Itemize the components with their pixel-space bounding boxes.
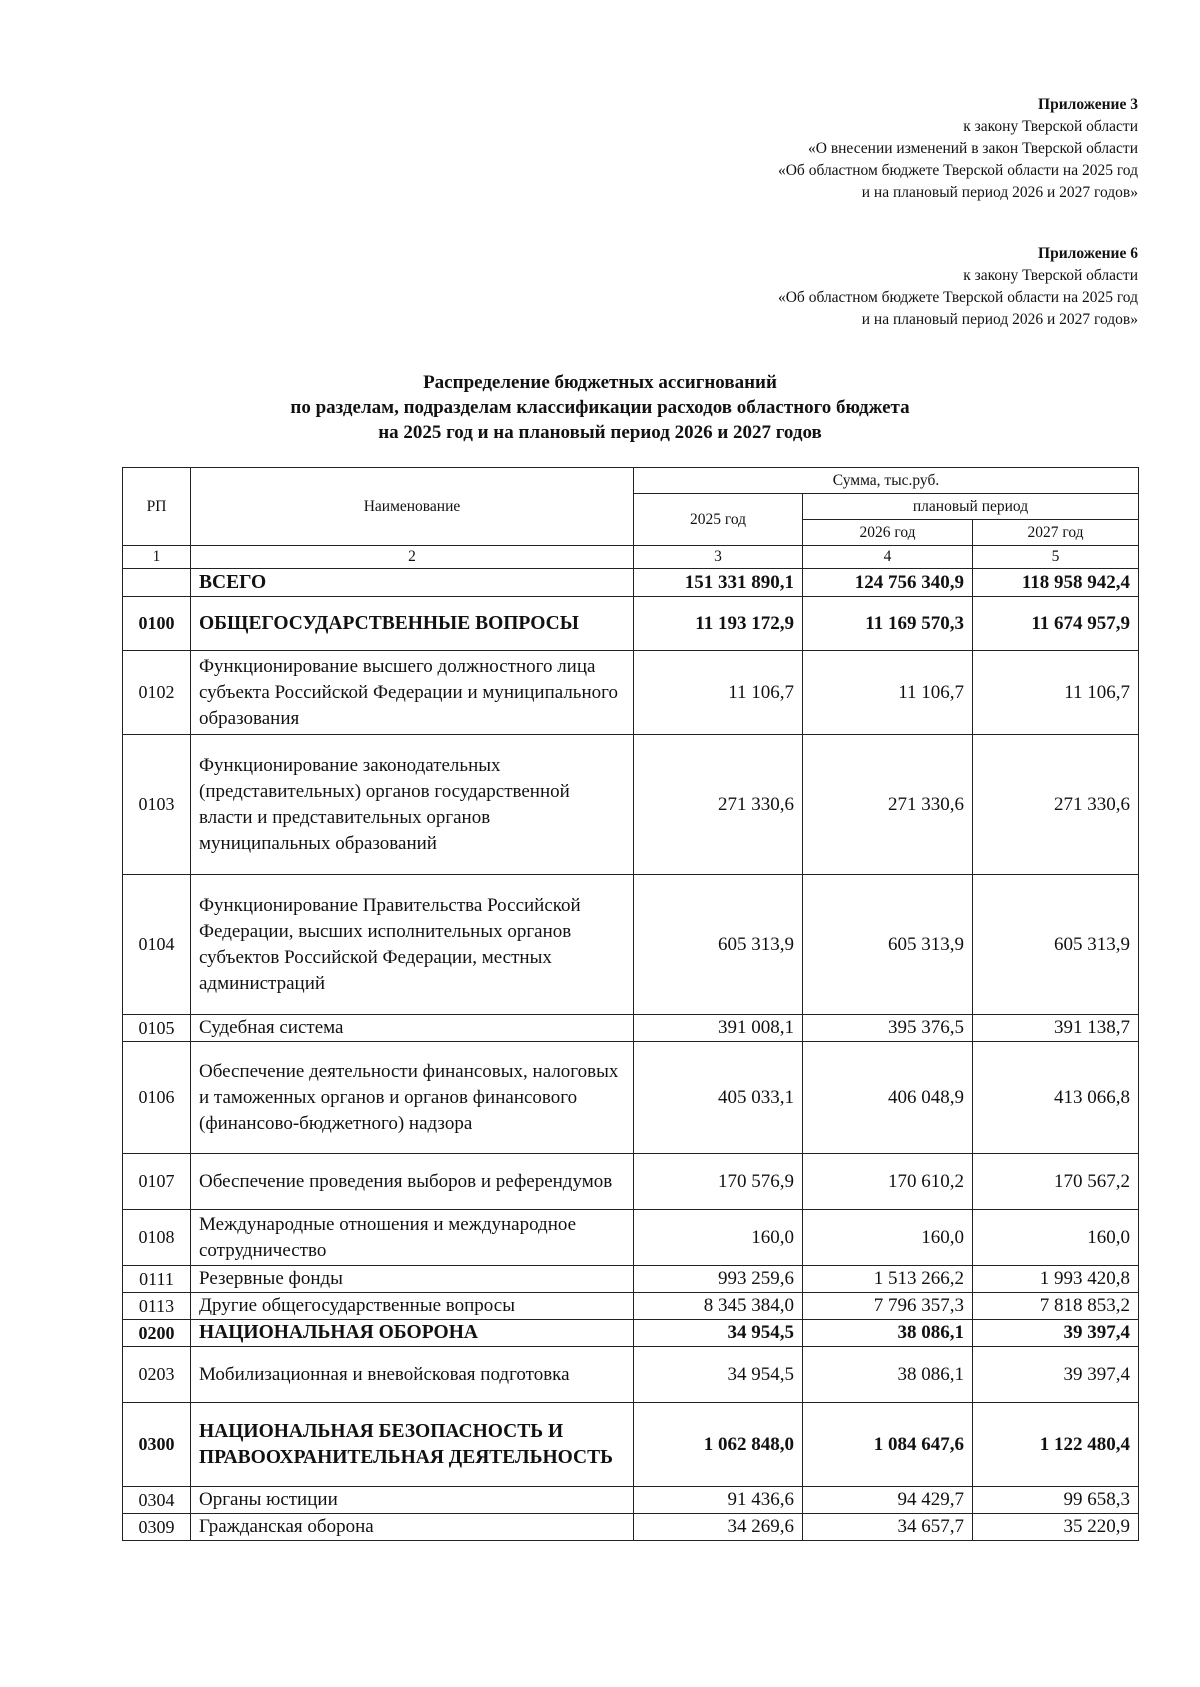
appendix-6-heading: Приложение 6 bbox=[1038, 245, 1138, 262]
row-value-2026: 406 048,9 bbox=[803, 1042, 973, 1154]
row-value-2027: 605 313,9 bbox=[973, 875, 1139, 1015]
row-value-2027: 99 658,3 bbox=[973, 1487, 1139, 1514]
column-number: 2 bbox=[191, 546, 634, 569]
header-sum: Сумма, тыс.руб. bbox=[634, 468, 1139, 494]
row-value-2026: 271 330,6 bbox=[803, 735, 973, 875]
row-value-2026: 1 513 266,2 bbox=[803, 1266, 973, 1293]
row-value-2026: 605 313,9 bbox=[803, 875, 973, 1015]
row-value-2027: 391 138,7 bbox=[973, 1015, 1139, 1042]
table-row bbox=[123, 1154, 1139, 1210]
row-value-2025: 151 331 890,1 bbox=[634, 569, 803, 597]
row-value-2025: 605 313,9 bbox=[634, 875, 803, 1015]
row-name: ОБЩЕГОСУДАРСТВЕННЫЕ ВОПРОСЫ bbox=[191, 597, 634, 651]
row-code: 0203 bbox=[123, 1347, 191, 1403]
header-2025: 2025 год bbox=[634, 494, 803, 546]
row-value-2025: 91 436,6 bbox=[634, 1487, 803, 1514]
row-name: НАЦИОНАЛЬНАЯ БЕЗОПАСНОСТЬ И ПРАВООХРАНИТЕЛЬНАЯ ДЕЯТЕЛЬНОСТЬ bbox=[191, 1403, 634, 1487]
table-row bbox=[123, 597, 1139, 651]
table-row bbox=[123, 1514, 1139, 1541]
header-plan-period: плановый период bbox=[803, 494, 1139, 520]
row-value-2025: 993 259,6 bbox=[634, 1266, 803, 1293]
row-code: 0105 bbox=[123, 1015, 191, 1042]
row-value-2026: 11 169 570,3 bbox=[803, 597, 973, 651]
row-value-2025: 405 033,1 bbox=[634, 1042, 803, 1154]
row-value-2027: 413 066,8 bbox=[973, 1042, 1139, 1154]
row-code: 0100 bbox=[123, 597, 191, 651]
column-numbers-row bbox=[123, 546, 1139, 569]
row-value-2026: 34 657,7 bbox=[803, 1514, 973, 1541]
table-row bbox=[123, 569, 1139, 597]
row-value-2026: 94 429,7 bbox=[803, 1487, 973, 1514]
row-code: 0108 bbox=[123, 1210, 191, 1266]
row-value-2025: 34 269,6 bbox=[634, 1514, 803, 1541]
row-name: Мобилизационная и вневойсковая подготовка bbox=[191, 1347, 634, 1403]
appendix-6-line: «Об областном бюджете Тверской области на 2025 год bbox=[777, 289, 1138, 306]
row-code: 0111 bbox=[123, 1266, 191, 1293]
appendix-6-line: к закону Тверской области bbox=[963, 267, 1138, 284]
row-code: 0304 bbox=[123, 1487, 191, 1514]
row-value-2025: 34 954,5 bbox=[634, 1347, 803, 1403]
row-code: 0300 bbox=[123, 1403, 191, 1487]
row-value-2026: 38 086,1 bbox=[803, 1320, 973, 1347]
title-line: на 2025 год и на плановый период 2026 и 2027 годов bbox=[378, 422, 822, 443]
column-number: 3 bbox=[634, 546, 803, 569]
row-name: Другие общегосударственные вопросы bbox=[191, 1293, 634, 1320]
row-value-2025: 8 345 384,0 bbox=[634, 1293, 803, 1320]
table-row bbox=[123, 1266, 1139, 1293]
table-row bbox=[123, 1403, 1139, 1487]
header-2026: 2026 год bbox=[803, 520, 973, 546]
row-value-2027: 160,0 bbox=[973, 1210, 1139, 1266]
row-value-2027: 7 818 853,2 bbox=[973, 1293, 1139, 1320]
row-value-2027: 35 220,9 bbox=[973, 1514, 1139, 1541]
table-row bbox=[123, 1347, 1139, 1403]
row-value-2026: 160,0 bbox=[803, 1210, 973, 1266]
column-number: 5 bbox=[973, 546, 1139, 569]
row-value-2026: 11 106,7 bbox=[803, 651, 973, 735]
row-value-2025: 34 954,5 bbox=[634, 1320, 803, 1347]
row-value-2027: 1 122 480,4 bbox=[973, 1403, 1139, 1487]
row-name: Органы юстиции bbox=[191, 1487, 634, 1514]
row-value-2027: 11 106,7 bbox=[973, 651, 1139, 735]
row-code: 0113 bbox=[123, 1293, 191, 1320]
row-value-2027: 11 674 957,9 bbox=[973, 597, 1139, 651]
row-code: 0102 bbox=[123, 651, 191, 735]
table-row bbox=[123, 875, 1139, 1015]
table-row bbox=[123, 651, 1139, 735]
row-value-2027: 170 567,2 bbox=[973, 1154, 1139, 1210]
row-code: 0107 bbox=[123, 1154, 191, 1210]
row-value-2025: 1 062 848,0 bbox=[634, 1403, 803, 1487]
row-name: Функционирование высшего должностного лица субъекта Российской Федерации и муниципального образования bbox=[191, 651, 634, 735]
row-value-2025: 160,0 bbox=[634, 1210, 803, 1266]
table-row bbox=[123, 1042, 1139, 1154]
row-code: 0106 bbox=[123, 1042, 191, 1154]
appendix-3-heading: Приложение 3 bbox=[1038, 96, 1138, 113]
row-name: Гражданская оборона bbox=[191, 1514, 634, 1541]
column-number: 4 bbox=[803, 546, 973, 569]
table-row bbox=[123, 735, 1139, 875]
row-code: 0103 bbox=[123, 735, 191, 875]
table-row bbox=[123, 1293, 1139, 1320]
appendix-3-line: к закону Тверской области bbox=[963, 118, 1138, 135]
row-code: 0104 bbox=[123, 875, 191, 1015]
title-line: по разделам, подразделам классификации расходов областного бюджета bbox=[290, 397, 910, 418]
title-line: Распределение бюджетных ассигнований bbox=[423, 372, 777, 393]
row-code: 0200 bbox=[123, 1320, 191, 1347]
appendix-3-block bbox=[778, 94, 1138, 204]
column-number: 1 bbox=[123, 546, 191, 569]
row-value-2026: 124 756 340,9 bbox=[803, 569, 973, 597]
appendix-3-line: «О внесении изменений в закон Тверской области bbox=[808, 140, 1138, 157]
row-code: 0309 bbox=[123, 1514, 191, 1541]
header-row bbox=[123, 468, 1139, 494]
row-name: Обеспечение проведения выборов и референдумов bbox=[191, 1154, 634, 1210]
row-value-2025: 170 576,9 bbox=[634, 1154, 803, 1210]
row-value-2027: 39 397,4 bbox=[973, 1347, 1139, 1403]
table-row bbox=[123, 1320, 1139, 1347]
row-value-2027: 271 330,6 bbox=[973, 735, 1139, 875]
row-name: Судебная система bbox=[191, 1015, 634, 1042]
header-name: Наименование bbox=[191, 468, 634, 546]
row-name: ВСЕГО bbox=[191, 569, 634, 597]
appendix-6-line: и на плановый период 2026 и 2027 годов» bbox=[861, 311, 1138, 328]
row-value-2025: 391 008,1 bbox=[634, 1015, 803, 1042]
row-value-2027: 39 397,4 bbox=[973, 1320, 1139, 1347]
row-name: Международные отношения и международное сотрудничество bbox=[191, 1210, 634, 1266]
budget-table bbox=[122, 467, 1139, 1541]
row-value-2027: 1 993 420,8 bbox=[973, 1266, 1139, 1293]
table-row bbox=[123, 1487, 1139, 1514]
row-value-2027: 118 958 942,4 bbox=[973, 569, 1139, 597]
header-rp: РП bbox=[123, 468, 191, 546]
row-value-2026: 395 376,5 bbox=[803, 1015, 973, 1042]
row-name: Функционирование Правительства Российской Федерации, высших исполнительных органов субъектов Российской Федерации, местных администраций bbox=[191, 875, 634, 1015]
table-row bbox=[123, 1015, 1139, 1042]
row-code bbox=[123, 569, 191, 597]
row-name: НАЦИОНАЛЬНАЯ ОБОРОНА bbox=[191, 1320, 634, 1347]
row-value-2026: 38 086,1 bbox=[803, 1347, 973, 1403]
row-name: Функционирование законодательных (представительных) органов государственной власти и представительных органов муниципальных образований bbox=[191, 735, 634, 875]
row-value-2025: 11 106,7 bbox=[634, 651, 803, 735]
appendix-6-block bbox=[778, 243, 1138, 331]
table-row bbox=[123, 1210, 1139, 1266]
header-2027: 2027 год bbox=[973, 520, 1139, 546]
row-value-2026: 170 610,2 bbox=[803, 1154, 973, 1210]
row-name: Резервные фонды bbox=[191, 1266, 634, 1293]
row-value-2025: 271 330,6 bbox=[634, 735, 803, 875]
appendix-3-line: и на плановый период 2026 и 2027 годов» bbox=[861, 184, 1138, 201]
row-name: Обеспечение деятельности финансовых, налоговых и таможенных органов и органов финансового (финансово-бюджетного) надзора bbox=[191, 1042, 634, 1154]
row-value-2025: 11 193 172,9 bbox=[634, 597, 803, 651]
row-value-2026: 1 084 647,6 bbox=[803, 1403, 973, 1487]
row-value-2026: 7 796 357,3 bbox=[803, 1293, 973, 1320]
appendix-3-line: «Об областном бюджете Тверской области на 2025 год bbox=[777, 162, 1138, 179]
document-title bbox=[0, 370, 1200, 445]
